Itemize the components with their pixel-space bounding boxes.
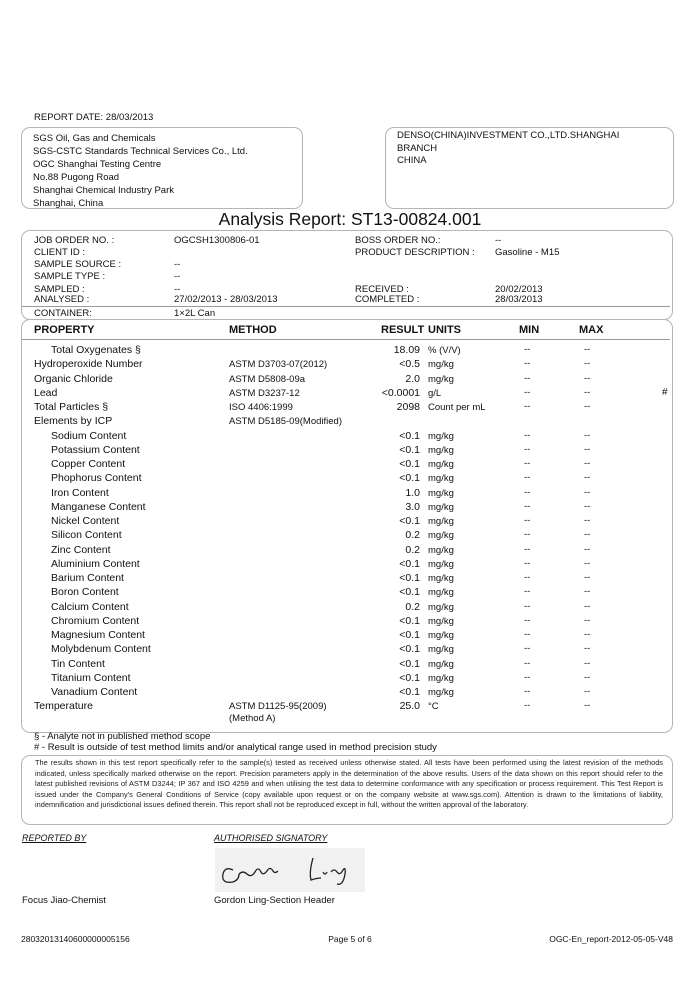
result-cell: 0.2 — [405, 529, 420, 542]
header-property: PROPERTY — [34, 324, 95, 336]
signature-area — [215, 848, 365, 892]
footer-page: Page 5 of 6 — [328, 934, 372, 944]
property-cell: Aluminium Content — [51, 557, 140, 570]
min-cell: -- — [524, 515, 531, 526]
table-row — [0, 658, 700, 672]
property-cell: Copper Content — [51, 458, 126, 470]
footer-form-id: OGC-En_report-2012-05-05-V48 — [549, 934, 673, 944]
property-cell: Silicon Content — [51, 529, 122, 542]
max-cell: -- — [584, 500, 591, 512]
unit-cell: mg/kg — [428, 444, 454, 456]
client-id-label: CLIENT ID : — [34, 247, 86, 258]
table-row — [0, 444, 700, 458]
result-cell: <0.1 — [399, 472, 420, 485]
min-cell: -- — [524, 700, 531, 712]
min-cell: -- — [524, 472, 531, 484]
min-cell: -- — [524, 443, 531, 455]
max-cell: -- — [584, 458, 591, 469]
lab-address-line: No.88 Pugong Road — [33, 172, 120, 183]
unit-cell: mg/kg — [428, 658, 454, 670]
unit-cell: mg/kg — [428, 644, 454, 656]
unit-cell: mg/kg — [428, 672, 454, 684]
table-row — [0, 601, 700, 615]
footnote-hash: # - Result is outside of test method limits and/or analytical range used in method precision study — [34, 742, 437, 753]
client-address-line: DENSO(CHINA)INVESTMENT CO.,LTD.SHANGHAI — [397, 130, 620, 141]
property-cell: Barium Content — [51, 572, 124, 584]
authorised-signatory-label: AUTHORISED SIGNATORY — [214, 833, 328, 843]
max-cell: -- — [584, 557, 591, 569]
method-cell: ISO 4406:1999 — [229, 402, 293, 413]
method-cell: ASTM D1125-95(2009) — [229, 701, 327, 713]
min-cell: -- — [524, 458, 531, 469]
min-cell: -- — [524, 614, 531, 626]
sample-type-value: -- — [174, 271, 181, 282]
sample-source-label: SAMPLE SOURCE : — [34, 259, 122, 270]
max-cell: -- — [584, 671, 591, 683]
result-cell: 2.0 — [405, 372, 420, 385]
result-cell: <0.1 — [399, 671, 420, 684]
min-cell: -- — [524, 358, 531, 370]
table-row — [0, 700, 700, 725]
table-row — [0, 515, 700, 529]
product-desc-value: Gasoline - M15 — [495, 247, 560, 258]
min-cell: -- — [524, 401, 531, 412]
unit-cell: mg/kg — [428, 687, 454, 698]
min-cell: -- — [524, 486, 531, 498]
property-cell: Temperature — [34, 700, 93, 713]
min-cell: -- — [524, 344, 531, 355]
property-cell: Molybdenum Content — [51, 643, 151, 656]
property-cell: Titanium Content — [51, 671, 131, 684]
signature-image — [215, 848, 365, 892]
product-desc-label: PRODUCT DESCRIPTION : — [355, 247, 475, 258]
flag-cell: # — [662, 386, 668, 398]
min-cell: -- — [524, 386, 531, 398]
unit-cell: mg/kg — [428, 373, 454, 385]
result-cell: <0.1 — [399, 686, 420, 698]
max-cell: -- — [584, 614, 591, 626]
table-row — [0, 686, 700, 700]
result-cell: <0.1 — [399, 515, 420, 527]
result-cell: <0.1 — [399, 586, 420, 599]
sample-source-value: -- — [174, 259, 181, 270]
min-cell: -- — [524, 629, 531, 640]
info-divider — [22, 306, 670, 307]
property-cell: Elements by ICP — [34, 415, 113, 428]
property-cell: Zinc Content — [51, 543, 111, 556]
min-cell: -- — [524, 643, 531, 655]
min-cell: -- — [524, 686, 531, 697]
result-cell: 0.2 — [405, 600, 420, 613]
table-row — [0, 401, 700, 415]
lab-address-line: Shanghai, China — [33, 198, 104, 209]
max-cell: -- — [584, 429, 591, 441]
max-cell: -- — [584, 600, 591, 612]
unit-cell: mg/kg — [428, 601, 454, 613]
min-cell: -- — [524, 543, 531, 555]
table-row — [0, 544, 700, 558]
property-cell: Phophorus Content — [51, 472, 142, 485]
property-cell: Vanadium Content — [51, 686, 138, 698]
table-row — [0, 415, 700, 429]
completed-label: COMPLETED : — [355, 294, 420, 305]
table-row — [0, 615, 700, 629]
property-cell: Iron Content — [51, 486, 109, 499]
job-order-value: OGCSH1300806-01 — [174, 235, 260, 246]
min-cell: -- — [524, 500, 531, 512]
report-date: REPORT DATE: 28/03/2013 — [34, 112, 154, 123]
max-cell: -- — [584, 472, 591, 484]
result-cell: <0.1 — [399, 572, 420, 584]
boss-order-value: -- — [495, 235, 502, 246]
min-cell: -- — [524, 429, 531, 441]
footnote-section: § - Analyte not in published method scope — [34, 731, 211, 742]
min-cell: -- — [524, 671, 531, 683]
table-row — [0, 643, 700, 657]
min-cell: -- — [524, 529, 531, 541]
table-row — [0, 430, 700, 444]
results-header-divider — [22, 339, 670, 340]
table-row — [0, 572, 700, 586]
container-label: CONTAINER: — [34, 308, 92, 319]
client-address-line: BRANCH — [397, 142, 438, 154]
max-cell: -- — [584, 643, 591, 655]
unit-cell: mg/kg — [428, 558, 454, 570]
unit-cell: °C — [428, 701, 439, 713]
max-cell: -- — [584, 529, 591, 541]
unit-cell: mg/kg — [428, 587, 454, 599]
lab-address — [33, 132, 248, 210]
sampled-value: -- — [174, 284, 181, 295]
client-address — [397, 130, 619, 168]
method-cell-continued: (Method A) — [229, 713, 276, 725]
unit-cell: mg/kg — [428, 473, 454, 485]
table-row — [0, 387, 700, 401]
table-row — [0, 529, 700, 543]
signatory-name: Gordon Ling-Section Header — [214, 895, 335, 906]
max-cell: -- — [584, 344, 591, 355]
unit-cell: mg/kg — [428, 573, 454, 584]
table-row — [0, 586, 700, 600]
result-cell: 25.0 — [399, 700, 420, 713]
max-cell: -- — [584, 657, 591, 669]
property-cell: Sodium Content — [51, 429, 127, 442]
received-value: 20/02/2013 — [495, 284, 543, 295]
reporter-name: Focus Jiao-Chemist — [22, 895, 106, 906]
min-cell: -- — [524, 600, 531, 612]
header-result: RESULT — [381, 324, 425, 336]
method-cell: ASTM D3237-12 — [229, 387, 300, 399]
max-cell: -- — [584, 629, 591, 640]
max-cell: -- — [584, 401, 591, 412]
property-cell: Calcium Content — [51, 600, 129, 613]
min-cell: -- — [524, 572, 531, 583]
unit-cell: mg/kg — [428, 487, 454, 499]
table-row — [0, 373, 700, 387]
min-cell: -- — [524, 657, 531, 669]
result-cell: <0.5 — [399, 358, 420, 371]
received-label: RECEIVED : — [355, 284, 409, 295]
max-cell: -- — [584, 515, 591, 526]
max-cell: -- — [584, 486, 591, 498]
lab-address-line: Shanghai Chemical Industry Park — [33, 185, 174, 196]
min-cell: -- — [524, 372, 531, 384]
container-value: 1×2L Can — [174, 308, 216, 319]
unit-cell: mg/kg — [428, 530, 454, 542]
boss-order-label: BOSS ORDER NO.: — [355, 235, 441, 246]
completed-value: 28/03/2013 — [495, 294, 543, 305]
header-method: METHOD — [229, 324, 277, 336]
unit-cell: mg/kg — [428, 516, 454, 527]
header-units: UNITS — [428, 324, 461, 336]
sample-type-label: SAMPLE TYPE : — [34, 271, 106, 282]
property-cell: Lead — [34, 386, 58, 399]
result-cell: 18.09 — [393, 344, 420, 356]
unit-cell: mg/kg — [428, 615, 454, 627]
table-row — [0, 501, 700, 515]
method-cell: ASTM D3703-07(2012) — [229, 359, 328, 371]
analysed-label: ANALYSED : — [34, 294, 90, 305]
result-cell: <0.1 — [399, 657, 420, 670]
header-min: MIN — [519, 324, 540, 336]
result-cell: <0.1 — [399, 629, 420, 641]
table-row — [0, 358, 700, 372]
max-cell: -- — [584, 358, 591, 370]
max-cell: -- — [584, 386, 591, 398]
property-cell: Total Oxygenates § — [51, 344, 141, 356]
method-cell: ASTM D5185-09(Modified) — [229, 416, 342, 428]
unit-cell: % (V/V) — [428, 345, 461, 356]
max-cell: -- — [584, 372, 591, 384]
property-cell: Nickel Content — [51, 515, 120, 527]
result-cell: <0.1 — [399, 614, 420, 627]
property-cell: Organic Chloride — [34, 372, 113, 385]
result-cell: <0.1 — [399, 458, 420, 470]
table-row — [0, 629, 700, 643]
result-cell: <0.1 — [399, 443, 420, 456]
max-cell: -- — [584, 686, 591, 697]
result-cell: 3.0 — [405, 500, 420, 513]
property-cell: Hydroperoxide Number — [34, 358, 143, 371]
sampled-label: SAMPLED : — [34, 284, 85, 295]
report-title: Analysis Report: ST13-00824.001 — [218, 209, 482, 229]
unit-cell: mg/kg — [428, 459, 454, 470]
result-cell: <0.1 — [399, 429, 420, 442]
table-row — [0, 672, 700, 686]
max-cell: -- — [584, 572, 591, 583]
header-max: MAX — [579, 324, 604, 336]
min-cell: -- — [524, 586, 531, 598]
unit-cell: mg/kg — [428, 630, 454, 641]
unit-cell: mg/kg — [428, 501, 454, 513]
property-cell: Manganese Content — [51, 500, 146, 513]
unit-cell: Count per mL — [428, 402, 486, 413]
table-row — [0, 487, 700, 501]
result-cell: 0.2 — [405, 543, 420, 556]
client-address-line: CHINA — [397, 155, 427, 166]
max-cell: -- — [584, 543, 591, 555]
max-cell: -- — [584, 586, 591, 598]
result-cell: 2098 — [396, 401, 420, 413]
footer-doc-number: 28032013140600000005156 — [21, 934, 130, 944]
unit-cell: mg/kg — [428, 430, 454, 442]
unit-cell: mg/kg — [428, 544, 454, 556]
lab-address-line: OGC Shanghai Testing Centre — [33, 159, 162, 170]
property-cell: Potassium Content — [51, 443, 140, 456]
analysed-value: 27/02/2013 - 28/03/2013 — [174, 294, 278, 305]
result-cell: <0.0001 — [381, 386, 420, 399]
unit-cell: mg/kg — [428, 359, 454, 371]
result-cell: <0.1 — [399, 643, 420, 656]
result-cell: 1.0 — [405, 486, 420, 499]
disclaimer-text: The results shown in this test report specifically refer to the sample(s) tested as received unless otherwise stated. All tests have been performed using the latest revision of the methods indicated, unless specifically marked otherwise on the report. Precision parameters apply in the determination of the above results. Users of the data shown on this report should refer to the latest published revisions of ASTM D3244; IP 367 and ISO 4259 and when utilising the test data to determine conformance with any specification or process requirement. This Test Report is issued under the Company's General Conditions of Service (copy available upon request or on the company website at www.sgs.com). Attention is drawn to the limitations of liability, indemnification and jurisdictional issues defined therein. This report shall not be reproduced except in full, without the written approval of the laboratory. — [35, 758, 663, 810]
result-cell: <0.1 — [399, 557, 420, 570]
max-cell: -- — [584, 700, 591, 712]
property-cell: Chromium Content — [51, 614, 140, 627]
max-cell: -- — [584, 443, 591, 455]
property-cell: Boron Content — [51, 586, 119, 599]
lab-address-line: SGS Oil, Gas and Chemicals — [33, 133, 156, 144]
min-cell: -- — [524, 557, 531, 569]
property-cell: Tin Content — [51, 657, 105, 670]
lab-address-line: SGS-CSTC Standards Technical Services Co., Ltd. — [33, 146, 248, 157]
table-row — [0, 558, 700, 572]
property-cell: Total Particles § — [34, 401, 109, 413]
table-row — [0, 458, 700, 472]
property-cell: Magnesium Content — [51, 629, 145, 641]
table-row — [0, 344, 700, 358]
method-cell: ASTM D5808-09a — [229, 373, 306, 385]
unit-cell: g/L — [428, 387, 442, 399]
table-row — [0, 472, 700, 486]
job-order-label: JOB ORDER NO. : — [34, 235, 115, 246]
reported-by-label: REPORTED BY — [22, 833, 87, 843]
